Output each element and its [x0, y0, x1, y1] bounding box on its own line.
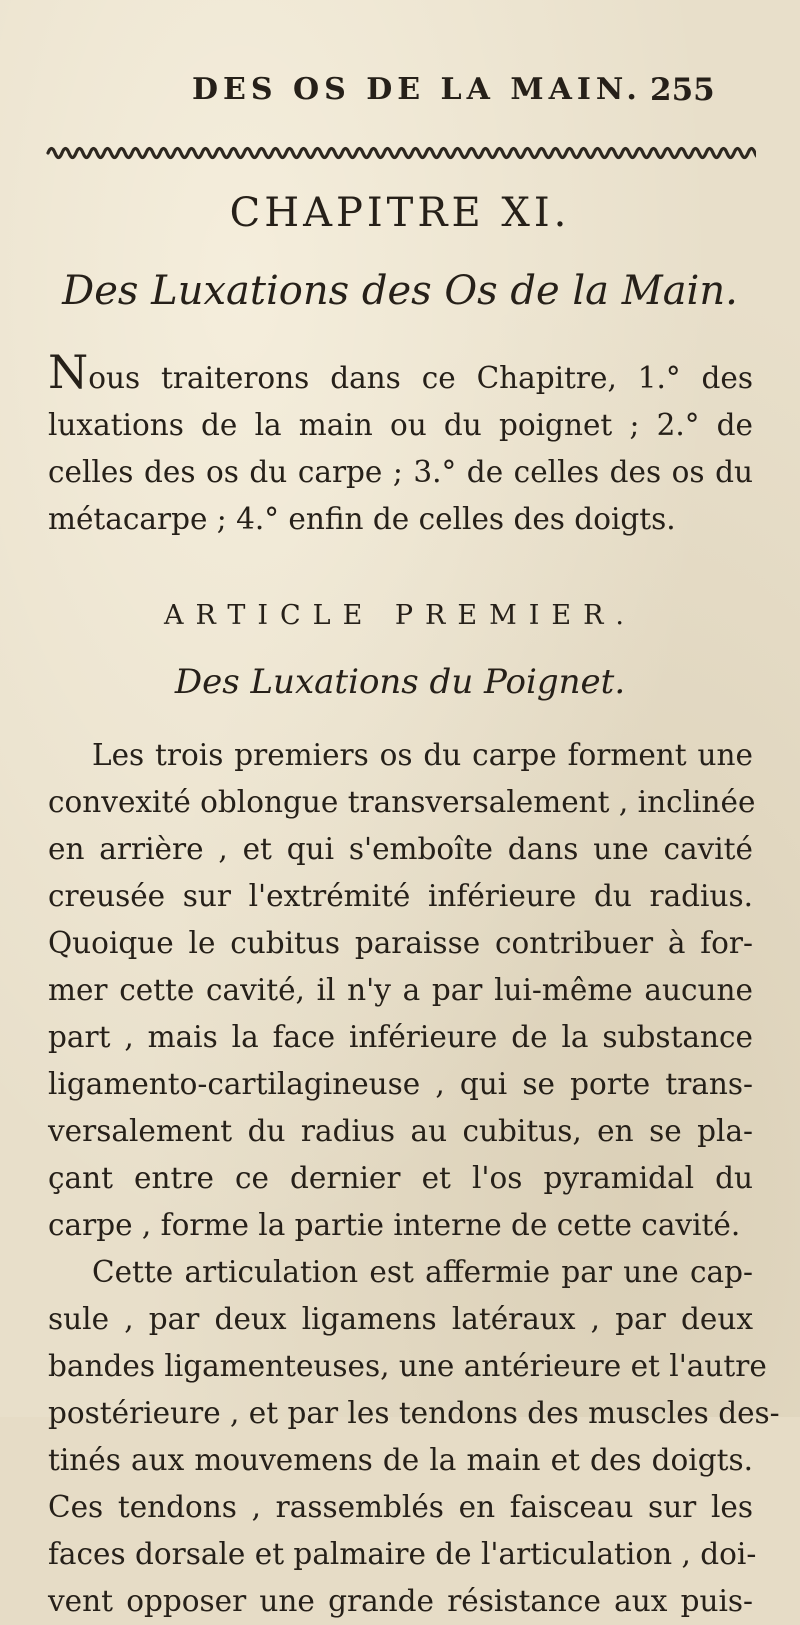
chapter-heading: CHAPITRE XI.	[229, 190, 571, 236]
text-line: bandes ligamenteuses, une antérieure et l'autre	[48, 1349, 767, 1383]
intro-line: luxations de la main ou du poignet ; 2.° de	[48, 408, 753, 442]
text-line: ligamento-cartilagineuse , qui se porte trans-	[48, 1067, 753, 1101]
text-line: çant entre ce dernier et l'os pyramidal du	[48, 1161, 753, 1195]
text-line: postérieure , et par les tendons des muscles des-	[48, 1396, 780, 1430]
text-line: faces dorsale et palmaire de l'articulation , doi-	[48, 1537, 757, 1571]
text-line: Cette articulation est affermie par une cap-	[92, 1255, 753, 1289]
intro-line: métacarpe ; 4.° enfin de celles des doigts.	[48, 502, 676, 536]
article-paragraph	[48, 732, 780, 1625]
page-number: 255	[650, 72, 715, 108]
text-line: tinés aux mouvemens de la main et des doigts.	[48, 1443, 753, 1477]
text-line: Les trois premiers os du carpe forment une	[92, 738, 753, 772]
ornamental-rule	[46, 140, 756, 166]
text-line: part , mais la face inférieure de la substance	[48, 1020, 753, 1054]
text-line: sule , par deux ligamens latéraux , par deux	[48, 1302, 753, 1336]
text-line: vent opposer une grande résistance aux puis-	[48, 1584, 753, 1618]
chapter-subtitle: Des Luxations des Os de la Main.	[62, 268, 738, 314]
text-line: versalement du radius au cubitus, en se pla-	[48, 1114, 753, 1148]
article-heading: ARTICLE PREMIER.	[163, 600, 637, 631]
text-line: creusée sur l'extrémité inférieure du radius.	[48, 879, 753, 913]
intro-line: Nous traiterons dans ce Chapitre, 1.° des	[48, 345, 753, 399]
running-head	[0, 72, 800, 112]
article-subtitle: Des Luxations du Poignet.	[174, 662, 626, 702]
text-line: carpe , forme la partie interne de cette cavité.	[48, 1208, 741, 1242]
text-line: Quoique le cubitus paraisse contribuer à for-	[48, 926, 753, 960]
drop-cap: N	[48, 345, 89, 399]
text-line: en arrière , et qui s'emboîte dans une cavité	[48, 832, 753, 866]
intro-line: celles des os du carpe ; 3.° de celles des os du	[48, 455, 753, 489]
text-line: Ces tendons , rassemblés en faisceau sur les	[48, 1490, 753, 1524]
text-line: mer cette cavité, il n'y a par lui-même aucune	[48, 973, 753, 1007]
text-line: convexité oblongue transversalement , inclinée	[48, 785, 756, 819]
running-title: DES OS DE LA MAIN.	[192, 72, 642, 107]
intro-paragraph	[48, 345, 753, 543]
